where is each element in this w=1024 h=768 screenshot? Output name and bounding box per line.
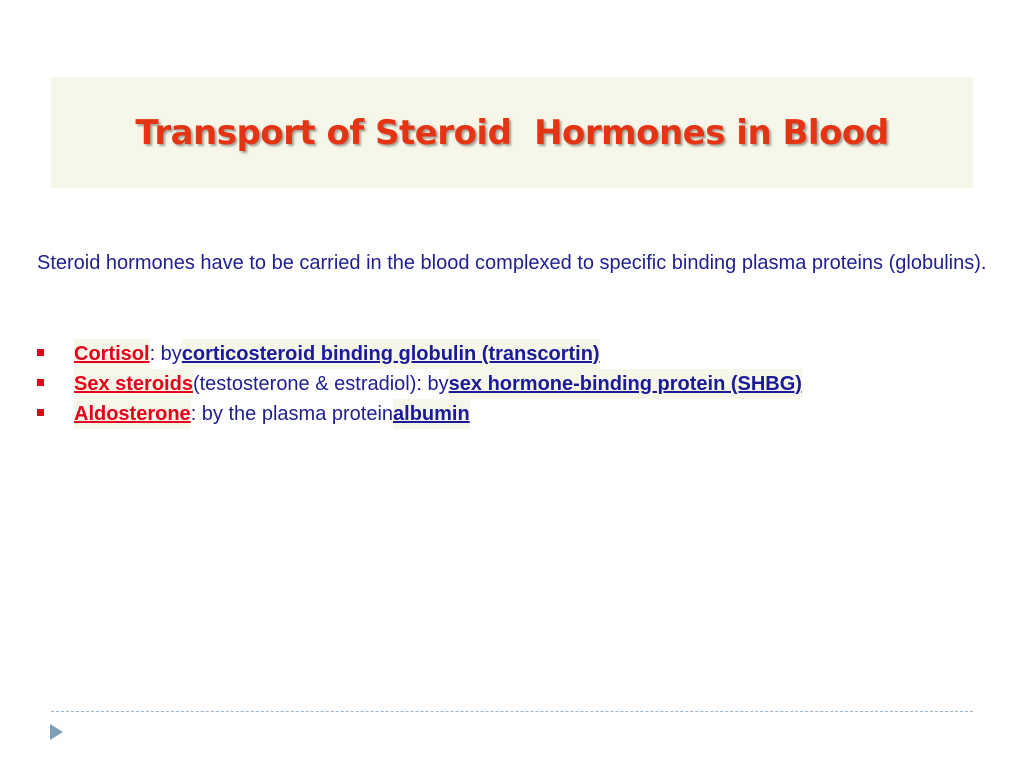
bullet-text: : by the plasma protein: [190, 403, 394, 425]
footer-divider: [51, 711, 973, 712]
bullet-text: : by: [149, 343, 182, 365]
bullet-protein: corticosteroid binding globulin (transcortin): [182, 339, 600, 369]
intro-paragraph: Steroid hormones have to be carried in the blood complexed to specific binding plasma proteins (globulins).: [37, 252, 987, 274]
bullet-protein: sex hormone-binding protein (SHBG): [449, 369, 802, 399]
square-bullet-icon: [37, 409, 44, 416]
bullet-list: [37, 339, 1017, 429]
play-triangle-icon[interactable]: [50, 724, 63, 740]
slide-title: Transport of Steroid Hormones in Blood: [135, 112, 889, 153]
bullet-term: Aldosterone: [74, 399, 191, 429]
square-bullet-icon: [37, 349, 44, 356]
bullet-protein: albumin: [393, 399, 470, 429]
bullet-term: Sex steroids: [74, 369, 193, 399]
bullet-text: (testosterone & estradiol): by: [192, 373, 449, 395]
bullet-term: Cortisol: [74, 339, 150, 369]
title-banner: [51, 77, 973, 188]
square-bullet-icon: [37, 379, 44, 386]
bullet-item-sex-steroids: [37, 369, 1017, 399]
bullet-item-cortisol: [37, 339, 1017, 369]
bullet-item-aldosterone: [37, 399, 1017, 429]
